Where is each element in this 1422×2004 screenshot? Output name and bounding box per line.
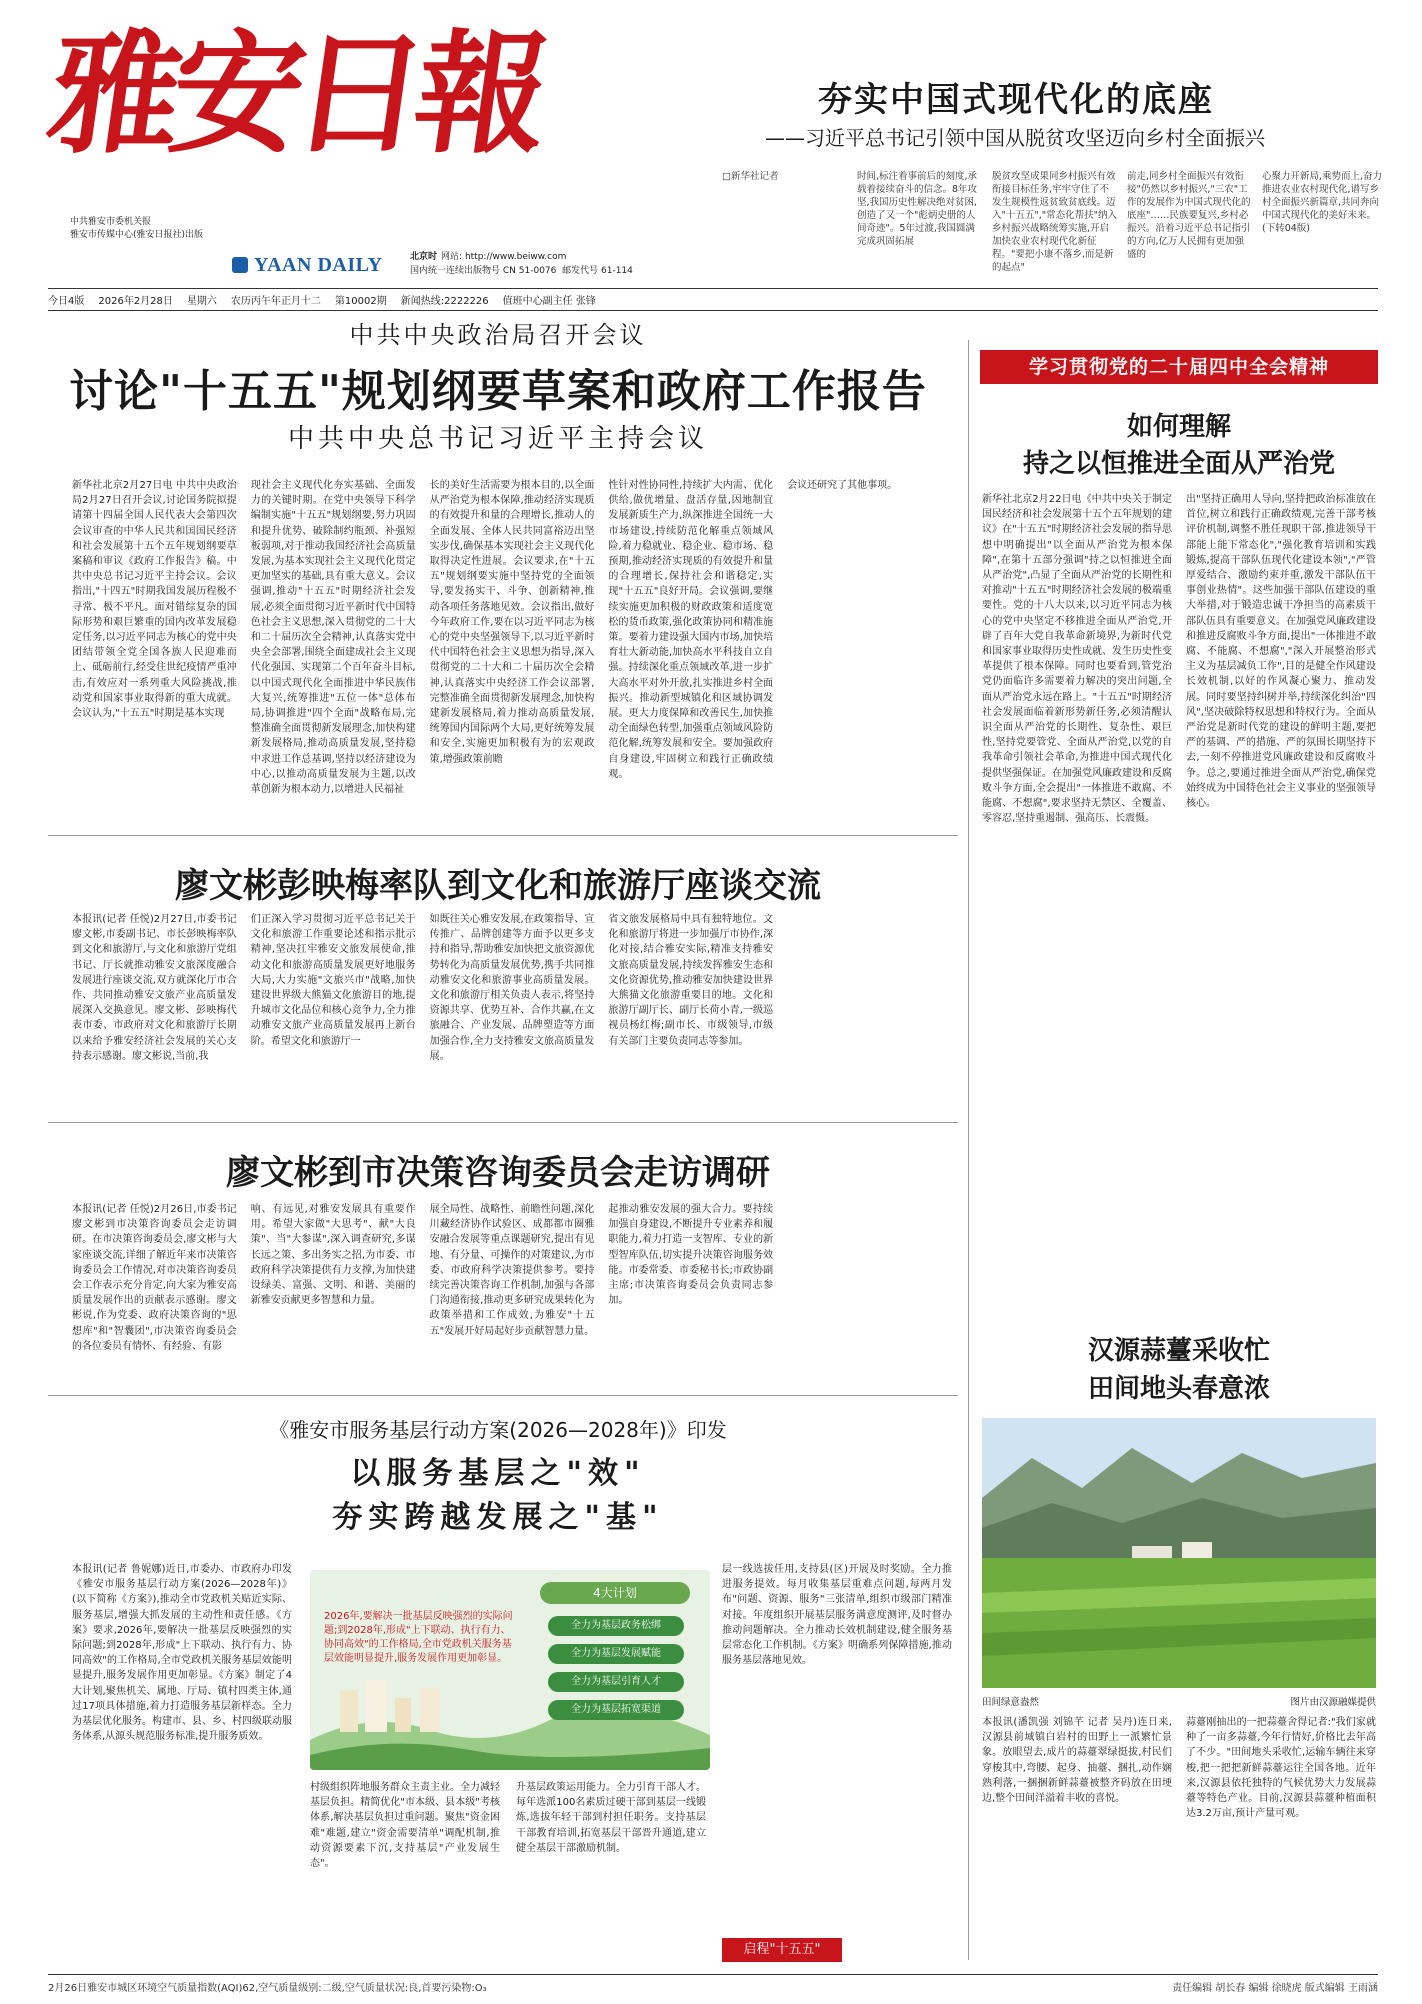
post-value: 61-114	[601, 266, 633, 276]
article2-col	[787, 912, 952, 1107]
photo-caption-text: 田间绿意盎然	[982, 1697, 1040, 1708]
right2-col: 蒜薹刚抽出的一把蒜薹舍得记者:"我们家就种了一亩多蒜薹,今年行情好,价格比去年高了不少。"田间地头采收忙,运输车辆往来穿梭,把一把把新鲜蒜薹运往全国各地。近年来,汉源县依托独特的气候优势大力发展蒜薹等特色产业。目前,汉源县蒜薹种植面积达3.2万亩,预计产量可观。	[1186, 1717, 1376, 1820]
article3-col: 响、有远见,对雅安发展具有重要作用。希望大家做"大思考"、献"大良策"、当"大参谋",深入调查研究,多谋长远之策、多出务实之招,为市委、市政府科学决策提供有力支撑,为加快建设绿美、富强、文明、和谐、美丽的新雅安贡献更多智慧和力量。	[250, 1204, 416, 1307]
dateline-bar	[48, 288, 1378, 311]
series-tag[interactable]: 启程"十五五"	[722, 1938, 842, 1962]
article1-col: 长的美好生活需要为根本目的,以全面从严治党为根本保障,推动经济实现质的有效提升和量的合理增长,推动人的全面发展、全体人民共同富裕迈出坚实步伐,确保基本实现社会主义现代化取得决定性进展。会议要求,在"十五五"规划纲要实施中坚持党的全面领导,要发扬实干、斗争、创新精神,推动各项任务落地见效。会议指出,做好今年政府工作,要在以习近平同志为核心的党中央坚强领导下,以习近平新时代中国特色社会主义思想为指导,深入贯彻党的二十大和二十届历次全会精神,认真落实中央经济工作会议部署,完整准确全面贯彻新发展理念,加快构建新发展格局,着力推动高质量发展,统筹国内国际两个大局,更好统筹发展和安全,实施更加积极有为的宏观政策,增强政策前瞻	[429, 480, 595, 765]
footer-bar	[48, 1974, 1378, 1994]
issue-pages: 今日4版	[48, 296, 85, 307]
brand-english	[232, 254, 383, 277]
article3-body	[72, 1202, 952, 1377]
article3-col: 展全局性、战略性、前瞻性问题,深化川藏经济协作试验区、成都都市圈雅安融合发展等重点课题研究,提出有见地、有分量、可操作的对策建议,为市委、市政府科学决策提供参考。要持续完善决策咨询工作机制,加强与各部门沟通衔接,推动更多研究成果转化为政策举措和工作成效,为雅安"十五五"发展开好局起好步贡献智慧力量。	[429, 1204, 595, 1337]
article2-col: 本报讯(记者 任悦)2月27日,市委书记廖文彬,市委副书记、市长彭映梅率队到文化和旅游厅,与文化和旅游厅党组书记、厅长就推动雅安文旅深度融合发展进行座谈交流,双方就深化厅市合作、共同推动雅安文旅产业高质量发展深入交换意见。廖文彬、彭映梅代表市委、市政府对文化和旅游厅长期以来给予雅安经济社会发展的关心支持表示感谢。廖文彬说,当前,我	[72, 914, 237, 1062]
divider	[48, 1395, 958, 1396]
publication-info	[410, 250, 633, 278]
lead-col: 前走,同乡村全面振兴有效衔接"仍然以乡村振兴,"三农"工作的发展作为中国式现代化的底座"……民族要复兴,乡村必振兴。沿着习近平总书记指引的方向,亿万人民拥有更加强盛的	[1127, 171, 1251, 260]
article3-col	[787, 1202, 952, 1377]
code-value: CN 51-0076	[502, 266, 557, 276]
article4-col: 升基层政策运用能力。全力引育干部人才。每年选派100名素质过硬干部到基层一线锻炼,选拔年轻干部到村担任职务。支持基层干部教育培训,拓宽基层干部晋升通道,建立健全基层干部激励机制。	[516, 1782, 706, 1854]
sponsor-line-2: 雅安市传媒中心(雅安日报社)出版	[70, 230, 204, 240]
city-label: 北京时	[410, 252, 438, 262]
site-value[interactable]: http://www.beiww.com	[464, 252, 567, 262]
photo-credit: 图片由汉源融媒提供	[1290, 1697, 1376, 1708]
article3-col: 本报讯(记者 任悦)2月26日,市委书记廖文彬到市决策咨询委员会走访调研。在市决策咨询委员会,廖文彬与大家座谈交流,详细了解近年来市决策咨询委员会工作情况,对市决策咨询委员会工作表示充分肯定,向大家为雅安高质量发展作出的贡献表示感谢。廖文彬说,作为党委、政府决策咨询的"思想库"和"智囊团",市决策咨询委员会的各位委员有情怀、有经验、有影	[72, 1204, 237, 1352]
masthead-logo	[39, 17, 549, 215]
right2-col: 本报讯(潘凯强 刘锦芊 记者 吴丹)连日来,汉源县前域镇白岩村的田野上一派繁忙景象。放眼望去,成片的蒜薹翠绿挺拔,村民们穿梭其中,弯腰、起身、抽薹、捆扎,动作娴熟利落,一捆捆新鲜蒜薹被整齐码放在田埂边,整个田间洋溢着丰收的喜悦。	[982, 1717, 1172, 1805]
photo-caption	[982, 1694, 1376, 1708]
field-photo	[982, 1418, 1376, 1688]
article1-body	[72, 478, 952, 813]
lead-col: 时间,标注着事前后的刻度,承载着接续奋斗的信念。8年攻坚,我国历史性解决绝对贫困,创造了又一个"彪炳史册的人间奇迹"。5年过渡,我国圆满完成巩固拓展	[857, 171, 978, 247]
lead-col: □新华社记者	[722, 171, 779, 182]
post-label: 邮发代号	[562, 266, 599, 276]
lead-col: 脱贫攻坚成果同乡村振兴有效衔接目标任务,牢牢守住了不发生规模性返贫致贫底线。迈入"十五五","常态化帮扶"纳入乡村振兴战略统筹实施,开启加快农业农村现代化新征程。"要把小康不落乡,而是新的起点"	[992, 171, 1117, 273]
logo-calligraphy: 雅安日報	[39, 17, 549, 172]
article4-col: 村级组织阵地服务群众主责主业。全力减轻基层负担。精简优化"市本级、县本级"考核体系,解决基层负担过重问题。聚焦"资金困难"难题,建立"资金需要清单"调配机制,推动资源要素下沉,支持基层"产业发展生态"。	[310, 1782, 500, 1870]
duty-editor: 值班中心副主任 张锋	[502, 296, 596, 307]
article1-headline[interactable]: 讨论"十五五"规划纲要草案和政府工作报告	[69, 366, 927, 417]
plan-item: 全力为基层引育人才	[548, 1672, 684, 1692]
sponsor-info	[70, 216, 203, 242]
issue-lunar: 农历丙午年正月十二	[230, 296, 321, 307]
divider	[48, 835, 958, 836]
code-label: 国内统一连续出版物号	[410, 266, 501, 276]
field-photo-image	[982, 1418, 1376, 1688]
brand-mark-icon	[232, 257, 248, 273]
right1-col: 新华社北京2月22日电《中共中央关于制定国民经济和社会发展第十五个五年规划的建议》在"十五五"时期经济社会发展的指导思想中明确提出"以全面从严治党为根本保障",在第十五部分强调"持之以恒推进全面从严治党",凸显了全面从严治党的长期性和对推动"十五五"时期经济社会发展的极端重要性。党的十八大以来,以习近平同志为核心的党中央坚定不移推进全面从严治党,开辟了百年大党自我革命新境界,为新时代党和国家事业取得历史性成就、发生历史性变革提供了根本保障。同时也要看到,管党治党仍面临许多需要着力解决的突出问题,全面从严治党永远在路上。"十五五"时期经济社会发展面临着新形势新任务,必须清醒认识全面从严治党的长期性、复杂性、艰巨性,坚持党要管党、全面从严治党,以党的自我革命引领社会革命,为推进中国式现代化提供坚强保证。在加强党风廉政建设和反腐败斗争方面,全会提出"一体推进不敢腐、不能腐、不想腐",要求坚持无禁区、全覆盖、零容忍,坚持重遏制、强高压、长震慑。	[982, 494, 1172, 825]
lead-headline[interactable]: 夯实中国式现代化的底座	[818, 80, 1214, 120]
article2-col: 如既往关心雅安发展,在政策指导、宣传推广、品牌创建等方面予以更多支持和指导,帮助雅安加快把文旅资源优势转化为高质量发展优势,携手共同推动雅安文化和旅游事业高质量发展。文化和旅游厅相关负责人表示,将坚持资源共享、优势互补、合作共赢,在文旅融合、产业发展、品牌塑造等方面加强合作,全力支持雅安文旅高质量发展。	[429, 914, 595, 1062]
lead-subheadline: ——习近平总书记引领中国从脱贫攻坚迈向乡村全面振兴	[765, 126, 1265, 150]
plan-heading: 4大计划	[540, 1582, 690, 1604]
right2-headline-line1[interactable]: 汉源蒜薹采收忙	[1087, 1336, 1270, 1366]
lead-col: 心聚力开新局,乘势而上,奋力推进农业农村现代化,谱写乡村全面振兴新篇章,共同奔向中国式现代化的美好未来。(下转04版)	[1262, 171, 1383, 234]
site-label: 网站:	[441, 252, 463, 262]
article1-kicker: 中共中央政治局召开会议	[349, 321, 647, 349]
issue-number: 第10002期	[334, 296, 387, 307]
air-quality-note: 2月26日雅安市城区环境空气质量指数(AQI)62,空气质量级别:二级,空气质量状况:良,首要污染物:O₃	[48, 1983, 487, 1994]
editor-credits: 责任编辑 胡长春 编辑 徐晓虎 版式编辑 王雨涵	[1172, 1983, 1378, 1994]
article4-headline-line1[interactable]: 以服务基层之"效"	[350, 1456, 646, 1491]
article2-body	[72, 912, 952, 1107]
article4-col: 本报讯(记者 鲁妮娜)近日,市委办、市政府办印发《雅安市服务基层行动方案(2026—2028年)》(以下简称《方案》),推动全市党政机关贴近实际、服务基层,增强大抓发展的主动性和责任感。《方案》要求,2026年,要解决一批基层反映强烈的实际问题;到2028年,形成"上下联动、执行有力、协同高效"的工作格局,全市党政机关服务基层效能明显提升,服务发展作用更加彰显。《方案》制定了4大计划,聚焦机关、属地、厅局、镇村四类主体,通过17项具体措施,着力打造服务基层新样态。全力为基层优化服务。构建市、县、乡、村四级联动服务体系,从源头规范服务标准,提升服务质效。	[72, 1564, 292, 1743]
right1-body	[982, 492, 1376, 1330]
right1-headline-line1[interactable]: 如何理解	[1126, 412, 1231, 442]
article2-headline[interactable]: 廖文彬彭映梅率队到文化和旅游厅座谈交流	[175, 866, 821, 906]
divider	[48, 1122, 958, 1123]
article1-col: 会议还研究了其他事项。	[787, 480, 898, 491]
right2-body	[982, 1715, 1376, 1965]
article2-col: 们正深入学习贯彻习近平总书记关于文化和旅游工作重要论述和指示批示精神,坚决扛牢雅安文旅发展使命,推动文化和旅游高质量发展更好地服务大局,大力实施"文旅兴市"战略,加快建设世界级大熊猫文化旅游目的地,提升城市文化品位和核心竞争力,全力推动雅安文旅产业高质量发展再上新台阶。希望文化和旅游厅一	[250, 914, 416, 1047]
right1-col: 出"坚持正确用人导向,坚持把政治标准放在首位,树立和践行正确政绩观,完善干部考核评价机制,调整不胜任现职干部,推进领导干部能上能下常态化","强化教育培训和实践锻炼,提高干部队伍现代化建设本领","严管厚爱结合、激励约束并重,激发干部队伍干事创业热情"。这些加强干部队伍建设的重大举措,对于锻造忠诚干净担当的高素质干部队伍具有重要意义。在加强党风廉政建设和推进反腐败斗争方面,提出"一体推进不敢腐、不能腐、不想腐","深入开展整治形式主义为基层减负工作",目的是健全作风建设长效机制,以好的作风凝心聚力、推动发展。同时要坚持纠树并举,持续深化纠治"四风",坚决破除特权思想和特权行为。全面从严治党是新时代党的建设的鲜明主题,要把严的基调、严的措施、严的氛围长期坚持下去,一刻不停推进党风廉政建设和反腐败斗争。总之,要通过推进全面从严治党,确保党始终成为中国特色社会主义事业的坚强领导核心。	[1186, 494, 1376, 810]
hotline: 新闻热线:2222226	[400, 296, 489, 307]
plan-item: 全力为基层发展赋能	[548, 1644, 684, 1664]
article1-col: 性针对性协同性,持续扩大内需、优化供给,做优增量、盘活存量,因地制宜发展新质生产力,纵深推进全国统一大市场建设,持续防范化解重点领域风险,着力稳就业、稳企业、稳市场、稳预期,推动经济实现质的有效提升和量的合理增长,保持社会和谐稳定,实现"十五五"良好开局。会议强调,要继续实施更加积极的财政政策和适度宽松的货币政策,强化政策协同和精准施策。要着力建设强大国内市场,加快培育壮大新动能,加快高水平科技自立自强。持续深化重点领域改革,进一步扩大高水平对外开放,扎实推进乡村全面振兴。推动新型城镇化和区域协调发展。更大力度保障和改善民生,加快推动全面绿色转型,加强重点领域风险防范化解,统筹发展和安全。要加强政府自身建设,牢固树立和践行正确政绩观。	[608, 480, 774, 780]
plan-item: 全力为基层政务松绑	[548, 1616, 684, 1636]
issue-date: 2026年2月28日	[98, 296, 173, 307]
article3-headline[interactable]: 廖文彬到市决策咨询委员会走访调研	[226, 1153, 770, 1193]
article1-subheadline: 中共中央总书记习近平主持会议	[287, 424, 708, 454]
article4-headline-line2[interactable]: 夯实跨越发展之"基"	[332, 1500, 664, 1535]
plan-infographic	[310, 1570, 710, 1770]
article1-col: 现社会主义现代化夯实基础、全面发力的关键时期。在党中央领导下科学编制实施"十五五"规划纲要,努力巩固和提升优势、破除制约瓶颈、补强短板弱项,对于推动我国经济社会高质量发展,为基本实现社会主义现代化贯定更加坚实的基础,具有重大意义。会议强调,推动"十五五"时期经济社会发展,必须全面贯彻习近平新时代中国特色社会主义思想,深入贯彻党的二十大和二十届历次全会精神,认真落实党中央全会部署,围绕全面建成社会主义现代化强国、实现第二个百年奋斗目标,以中国式现代化全面推进中华民族伟大复兴,统筹推进"五位一体"总体布局,协调推进"四个全面"战略布局,完整准确全面贯彻新发展理念,加快构建新发展格局,推动高质量发展,坚持稳中求进工作总基调,坚持以经济建设为中心,以推动高质量发展为主题,以改革创新为根本动力,以增进人民福祉	[250, 480, 416, 796]
article4-kicker: 《雅安市服务基层行动方案(2026—2028年)》印发	[269, 1418, 727, 1442]
right1-headline-line2[interactable]: 持之以恒推进全面从严治党	[1022, 449, 1335, 479]
lead-article-body	[722, 170, 1387, 282]
column-divider	[968, 340, 969, 1960]
right2-headline-line2[interactable]: 田间地头春意浓	[1087, 1374, 1270, 1404]
brand-text: YAAN DAILY	[254, 254, 383, 276]
theme-banner: 学习贯彻党的二十届四中全会精神	[980, 350, 1378, 384]
article1-col: 新华社北京2月27日电 中共中央政治局2月27日召开会议,讨论国务院拟提请第十四届全国人民代表大会第四次会议审查的中华人民共和国国民经济和社会发展第十五个五年规划纲要草案稿和审议《政府工作报告》稿。中共中央总书记习近平主持会议。会议指出,"十四五"时期我国发展历程极不寻常、极不平凡。面对错综复杂的国际形势和艰巨繁重的国内改革发展稳定任务,以习近平同志为核心的党中央团结带领全党全国各族人民迎难而上、砥砺前行,经受住世纪疫情严重冲击,有效应对一系列重大风险挑战,推动党和国家事业取得新的重大成就。会议认为,"十五五"时期是基本实现	[72, 480, 237, 720]
article4-col: 层一线选拔任用,支持县(区)开展及时奖励。全力推进服务提效。每月收集基层重难点问题,每两月发布"问题、资源、服务"三张清单,组织市级部门精准对接。年度组织开展基层服务满意度测评,及时督办推动问题解决。全力推动长效机制建设,健全服务基层常态化工作机制。《方案》明确系列保障措施,推动服务基层落地见效。	[722, 1564, 952, 1667]
article3-col: 起推动雅安发展的强大合力。要持续加强自身建设,不断提升专业素养和履职能力,着力打造一支智库、专业的新型智库队伍,切实提升决策咨询服务效能。市委常委、市委秘书长;市政协副主席;市决策咨询委员会负责同志参加。	[608, 1204, 774, 1307]
plan-item: 全力为基层拓宽渠道	[548, 1700, 684, 1720]
article2-col: 省文旅发展格局中具有独特地位。文化和旅游厅将进一步加强厅市协作,深化对接,结合雅安实际,精准支持雅安文旅高质量发展,持续发挥雅安生态和文化资源优势,推动雅安加快建设世界大熊猫文化旅游重要目的地。文化和旅游厅副厅长、副厅长荷小青,一级巡视员杨红梅;副市长、市级领导,市级有关部门主要负责同志等参加。	[608, 914, 774, 1047]
sponsor-line-1: 中共雅安市委机关报	[70, 217, 152, 227]
infographic-caption: 2026年,要解决一批基层反映强烈的实际问题;到2028年,形成"上下联动、执行有力、协同高效"的工作格局,全市党政机关服务基层效能明显提升,服务发展作用更加彰显。	[324, 1611, 513, 1664]
issue-weekday: 星期六	[186, 296, 217, 307]
